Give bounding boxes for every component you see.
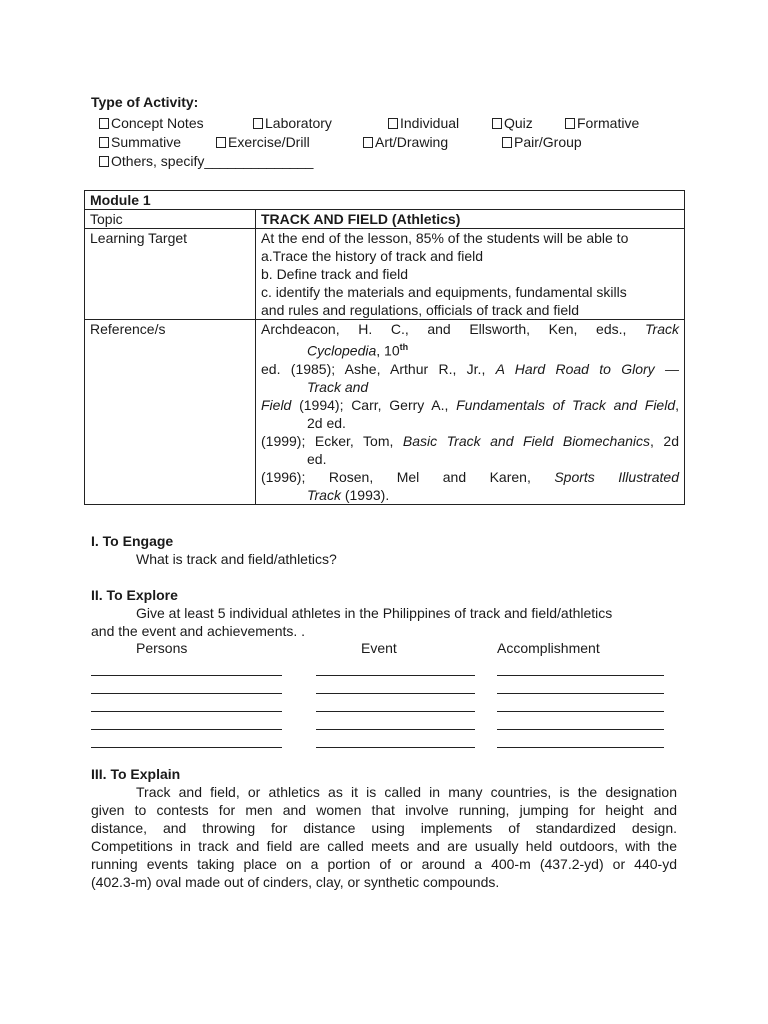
explain-heading: III. To Explain xyxy=(91,766,181,782)
column-header-event: Event xyxy=(361,640,397,656)
answer-line-person[interactable] xyxy=(91,711,282,712)
answer-line-accomplishment[interactable] xyxy=(497,711,664,712)
paragraph-line: Track and field, or athletics as it is called in many countries, is the designation xyxy=(136,784,677,800)
learning-target-label: Learning Target xyxy=(85,229,256,320)
explore-heading: II. To Explore xyxy=(91,587,178,603)
paragraph-line: (402.3-m) oval made out of cinders, clay, or synthetic compounds. xyxy=(91,874,500,890)
checkbox-laboratory[interactable]: Laboratory xyxy=(253,114,332,132)
learning-target-line: b. Define track and field xyxy=(261,266,409,282)
checkbox-box[interactable] xyxy=(99,118,109,129)
reference-line: ed. xyxy=(307,450,327,467)
answer-line-event[interactable] xyxy=(316,729,475,730)
learning-target-line: c. identify the materials and equipments, fundamental skills xyxy=(261,284,627,300)
reference-line: (1996); Rosen, Mel and Karen, Sports Illustrated xyxy=(261,468,679,485)
explore-instruction: and the event and achievements. . xyxy=(91,623,306,639)
explain-paragraph xyxy=(91,783,677,891)
answer-line-accomplishment[interactable] xyxy=(497,693,664,694)
answer-line-event[interactable] xyxy=(316,693,475,694)
checkbox-concept-notes[interactable]: Concept Notes xyxy=(99,114,204,132)
module-header-row xyxy=(85,191,685,210)
topic-row xyxy=(85,210,685,229)
topic-label: Topic xyxy=(85,210,256,229)
answer-line-accomplishment[interactable] xyxy=(497,747,664,748)
checkbox-box[interactable] xyxy=(502,137,512,148)
checkbox-box[interactable] xyxy=(99,137,109,148)
reference-line: Cyclopedia, 10th xyxy=(307,342,409,359)
checkbox-box[interactable] xyxy=(253,118,263,129)
reference-line: Archdeacon, H. C., and Ellsworth, Ken, eds., Track xyxy=(261,321,679,337)
module-table xyxy=(84,190,685,505)
answer-line-event[interactable] xyxy=(316,675,475,676)
column-header-accomplishment: Accomplishment xyxy=(497,640,600,656)
engage-question: What is track and field/athletics? xyxy=(136,551,337,567)
reference-line: 2d ed. xyxy=(307,414,346,431)
answer-line-person[interactable] xyxy=(91,693,282,694)
answer-line-accomplishment[interactable] xyxy=(497,675,664,676)
checkbox-art-drawing[interactable]: Art/Drawing xyxy=(363,133,448,151)
module-header: Module 1 xyxy=(85,191,685,210)
checkbox-individual[interactable]: Individual xyxy=(388,114,459,132)
column-header-persons: Persons xyxy=(136,640,188,656)
reference-line: Track (1993). xyxy=(307,486,390,503)
checkbox-box[interactable] xyxy=(99,156,109,167)
reference-line: Field (1994); Carr, Gerry A., Fundamentals of Track and Field, xyxy=(261,396,680,413)
paragraph-line: Competitions in track and field are called meets and are usually held outdoors, with the xyxy=(91,838,677,854)
engage-heading: I. To Engage xyxy=(91,533,174,549)
answer-line-person[interactable] xyxy=(91,729,282,730)
references-row xyxy=(85,320,685,505)
checkbox-box[interactable] xyxy=(388,118,398,129)
activity-type-heading: Type of Activity: xyxy=(91,94,199,110)
explore-instruction: Give at least 5 individual athletes in the Philippines of track and field/athletics xyxy=(136,605,613,621)
topic-value: TRACK AND FIELD (Athletics) xyxy=(256,210,685,229)
answer-line-person[interactable] xyxy=(91,747,282,748)
checkbox-box[interactable] xyxy=(565,118,575,129)
references-content xyxy=(256,320,685,505)
checkbox-summative[interactable]: Summative xyxy=(99,133,181,151)
checkbox-pair-group[interactable]: Pair/Group xyxy=(502,133,582,151)
checkbox-formative[interactable]: Formative xyxy=(565,114,639,132)
paragraph-line: given to contests for men and women that involve running, jumping for height and xyxy=(91,802,677,818)
learning-target-content xyxy=(256,229,685,320)
checkbox-others[interactable]: Others, specify______________ xyxy=(99,152,313,170)
learning-target-line: and rules and regulations, officials of track and field xyxy=(261,302,580,318)
answer-line-person[interactable] xyxy=(91,675,282,676)
learning-target-row xyxy=(85,229,685,320)
reference-line: Track and xyxy=(307,378,369,395)
checkbox-box[interactable] xyxy=(363,137,373,148)
reference-line: ed. (1985); Ashe, Arthur R., Jr., A Hard Road to Glory — xyxy=(261,360,679,377)
checkbox-box[interactable] xyxy=(216,137,226,148)
learning-target-line: At the end of the lesson, 85% of the students will be able to xyxy=(261,230,629,246)
paragraph-line: running events taking place on a portion of or around a 400-m (437.2-yd) or 440-yd xyxy=(91,856,677,872)
checkbox-exercise-drill[interactable]: Exercise/Drill xyxy=(216,133,310,151)
answer-line-event[interactable] xyxy=(316,711,475,712)
answer-line-event[interactable] xyxy=(316,747,475,748)
answer-line-accomplishment[interactable] xyxy=(497,729,664,730)
checkbox-box[interactable] xyxy=(492,118,502,129)
references-label: Reference/s xyxy=(85,320,256,505)
checkbox-quiz[interactable]: Quiz xyxy=(492,114,533,132)
learning-target-line: a.Trace the history of track and field xyxy=(261,248,484,264)
paragraph-line: distance, and throwing for distance using implements of standardized design. xyxy=(91,820,677,836)
reference-line: (1999); Ecker, Tom, Basic Track and Field Biomechanics, 2d xyxy=(261,432,679,449)
